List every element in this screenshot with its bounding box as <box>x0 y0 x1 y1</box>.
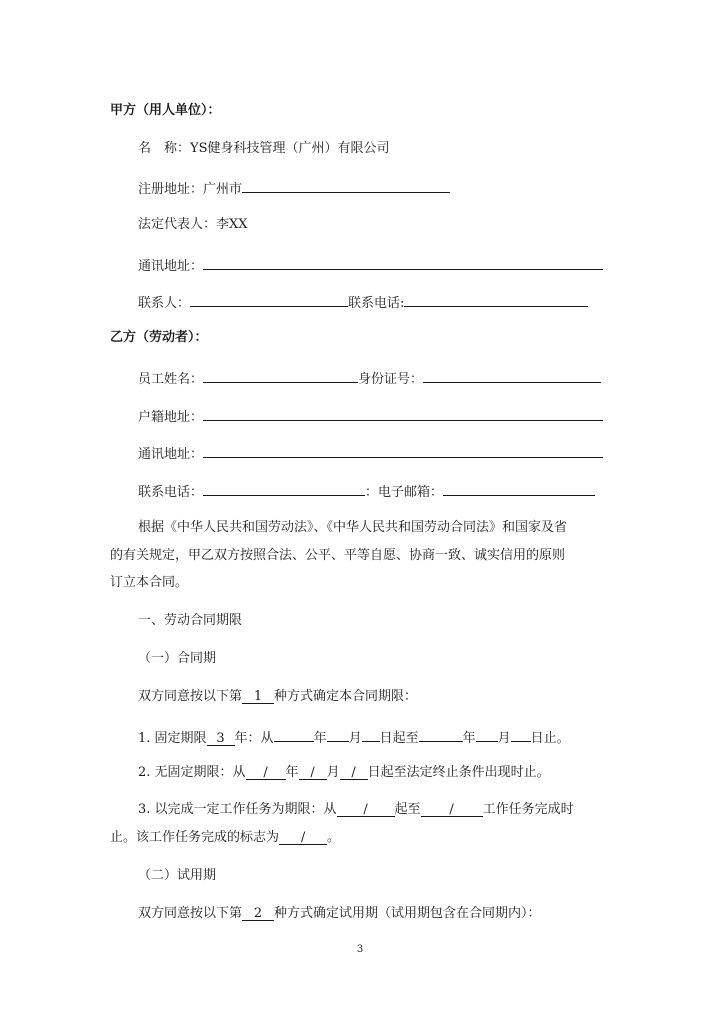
party-a-name-row <box>138 139 390 159</box>
term-choice-value: 1 <box>242 687 274 704</box>
option-3-mid: 起至 <box>394 802 421 817</box>
option-1-year-from: 年：从 <box>234 731 274 746</box>
option-1-unit-year: 年 <box>313 731 327 746</box>
party-a-name-value: YS健身科技管理（广州）有限公司 <box>190 141 390 156</box>
party-b-name-blank <box>203 366 358 383</box>
party-a-reg-addr-label: 注册地址： <box>138 182 204 197</box>
party-b-name-label: 员工姓名： <box>138 372 204 387</box>
trial-choice-value: 2 <box>242 904 274 921</box>
party-a-contact-label: 联系人： <box>138 296 191 311</box>
party-a-legal-rep-row <box>138 215 248 235</box>
party-b-hukou-blank <box>203 404 603 421</box>
option-2-prefix: 2. 无固定期限：从 <box>138 765 246 780</box>
option-2-unit-year: 年 <box>285 765 299 780</box>
option-3-mark-slash: / <box>279 828 327 845</box>
party-a-mail-addr-row <box>138 253 603 273</box>
party-a-phone-label: 联系电话: <box>348 296 405 311</box>
party-a-contact-blank <box>190 290 348 307</box>
term-choice-suffix: 种方式确定本合同期限： <box>274 689 418 704</box>
party-b-hukou-row <box>138 404 603 424</box>
party-a-legal-rep-value: 李XX <box>216 217 248 232</box>
party-a-phone-blank <box>404 290 588 307</box>
party-a-contact-row <box>138 290 588 310</box>
option-1-day-to: 日起至 <box>379 731 419 746</box>
option-1-end-month-blank <box>476 725 498 742</box>
option-1-unit-month: 月 <box>348 731 362 746</box>
party-a-mail-addr-label: 通讯地址： <box>138 259 204 274</box>
party-b-id-label: 身份证号： <box>358 372 424 387</box>
option-3-line2-end: 。 <box>327 830 341 845</box>
party-b-phone-row <box>138 479 595 499</box>
option-1-start-month-blank <box>327 725 349 742</box>
party-b-name-row <box>138 366 601 386</box>
party-a-name-label: 名 称： <box>138 141 191 156</box>
option-1-start-year-blank <box>274 725 314 742</box>
preamble-line-2: 的有关规定，甲乙双方按照合法、公平、平等自愿、协商一致、诚实信用的原则 <box>110 548 566 563</box>
option-1-unit-month-2: 月 <box>497 731 511 746</box>
option-1-row <box>138 725 570 745</box>
option-3-row <box>138 800 574 820</box>
party-b-phone-label: 联系电话： <box>138 485 204 500</box>
option-2-unit-month: 月 <box>326 765 340 780</box>
option-2-day-slash: / <box>340 763 368 780</box>
party-a-reg-addr-row <box>138 176 450 196</box>
trial-choice-prefix: 双方同意按以下第 <box>138 906 243 921</box>
party-a-legal-rep-label: 法定代表人： <box>138 217 217 232</box>
party-b-mail-addr-label: 通讯地址： <box>138 447 204 462</box>
page-number: 3 <box>356 944 364 955</box>
option-3-prefix: 3. 以完成一定工作任务为期限：从 <box>138 802 337 817</box>
option-1-end-day-blank <box>511 725 531 742</box>
option-3-row-2 <box>110 828 340 848</box>
trial-choice-row <box>138 904 541 924</box>
section-1-sub1-title: （一）合同期 <box>138 651 217 666</box>
option-2-end: 日起至法定终止条件出现时止。 <box>367 765 550 780</box>
party-a-reg-addr-value: 广州市 <box>203 182 243 197</box>
party-b-id-blank <box>423 366 601 383</box>
party-b-email-blank <box>443 479 595 496</box>
option-3-line2-prefix: 止。该工作任务完成的标志为 <box>110 830 280 845</box>
party-b-hukou-label: 户籍地址： <box>138 410 204 425</box>
party-a-reg-addr-blank <box>242 176 450 193</box>
option-1-end-year-blank <box>419 725 463 742</box>
party-a-mail-addr-blank <box>203 253 603 270</box>
option-1-start-day-blank <box>362 725 380 742</box>
section-1-sub2-title: （二）试用期 <box>138 868 217 883</box>
term-choice-row <box>138 687 417 707</box>
party-b-mail-addr-blank <box>203 441 603 458</box>
section-1-title: 一、劳动合同期限 <box>138 613 243 628</box>
preamble-line-1: 根据《中华人民共和国劳动法》、《中华人民共和国劳动合同法》和国家及省 <box>138 520 568 535</box>
party-a-heading: 甲方（用人单位）： <box>110 103 221 118</box>
party-b-heading: 乙方（劳动者）： <box>110 330 208 345</box>
option-1-end: 日止。 <box>530 731 570 746</box>
option-1-prefix: 1. 固定期限 <box>138 731 207 746</box>
party-b-phone-blank <box>203 479 365 496</box>
option-3-suffix: 工作任务完成时 <box>482 802 574 817</box>
trial-choice-suffix: 种方式确定试用期（试用期包含在合同期内）： <box>274 906 541 921</box>
party-b-email-label: ：电子邮箱： <box>365 485 444 500</box>
option-2-row <box>138 763 550 783</box>
term-choice-prefix: 双方同意按以下第 <box>138 689 243 704</box>
option-1-years: 3 <box>207 729 235 746</box>
party-b-mail-addr-row <box>138 441 603 461</box>
option-2-year-slash: / <box>246 763 286 780</box>
option-1-unit-year-2: 年 <box>462 731 476 746</box>
option-3-end-slash: / <box>421 800 483 817</box>
option-3-start-slash: / <box>337 800 395 817</box>
option-2-month-slash: / <box>299 763 327 780</box>
preamble-line-3: 订立本合同。 <box>110 575 189 590</box>
